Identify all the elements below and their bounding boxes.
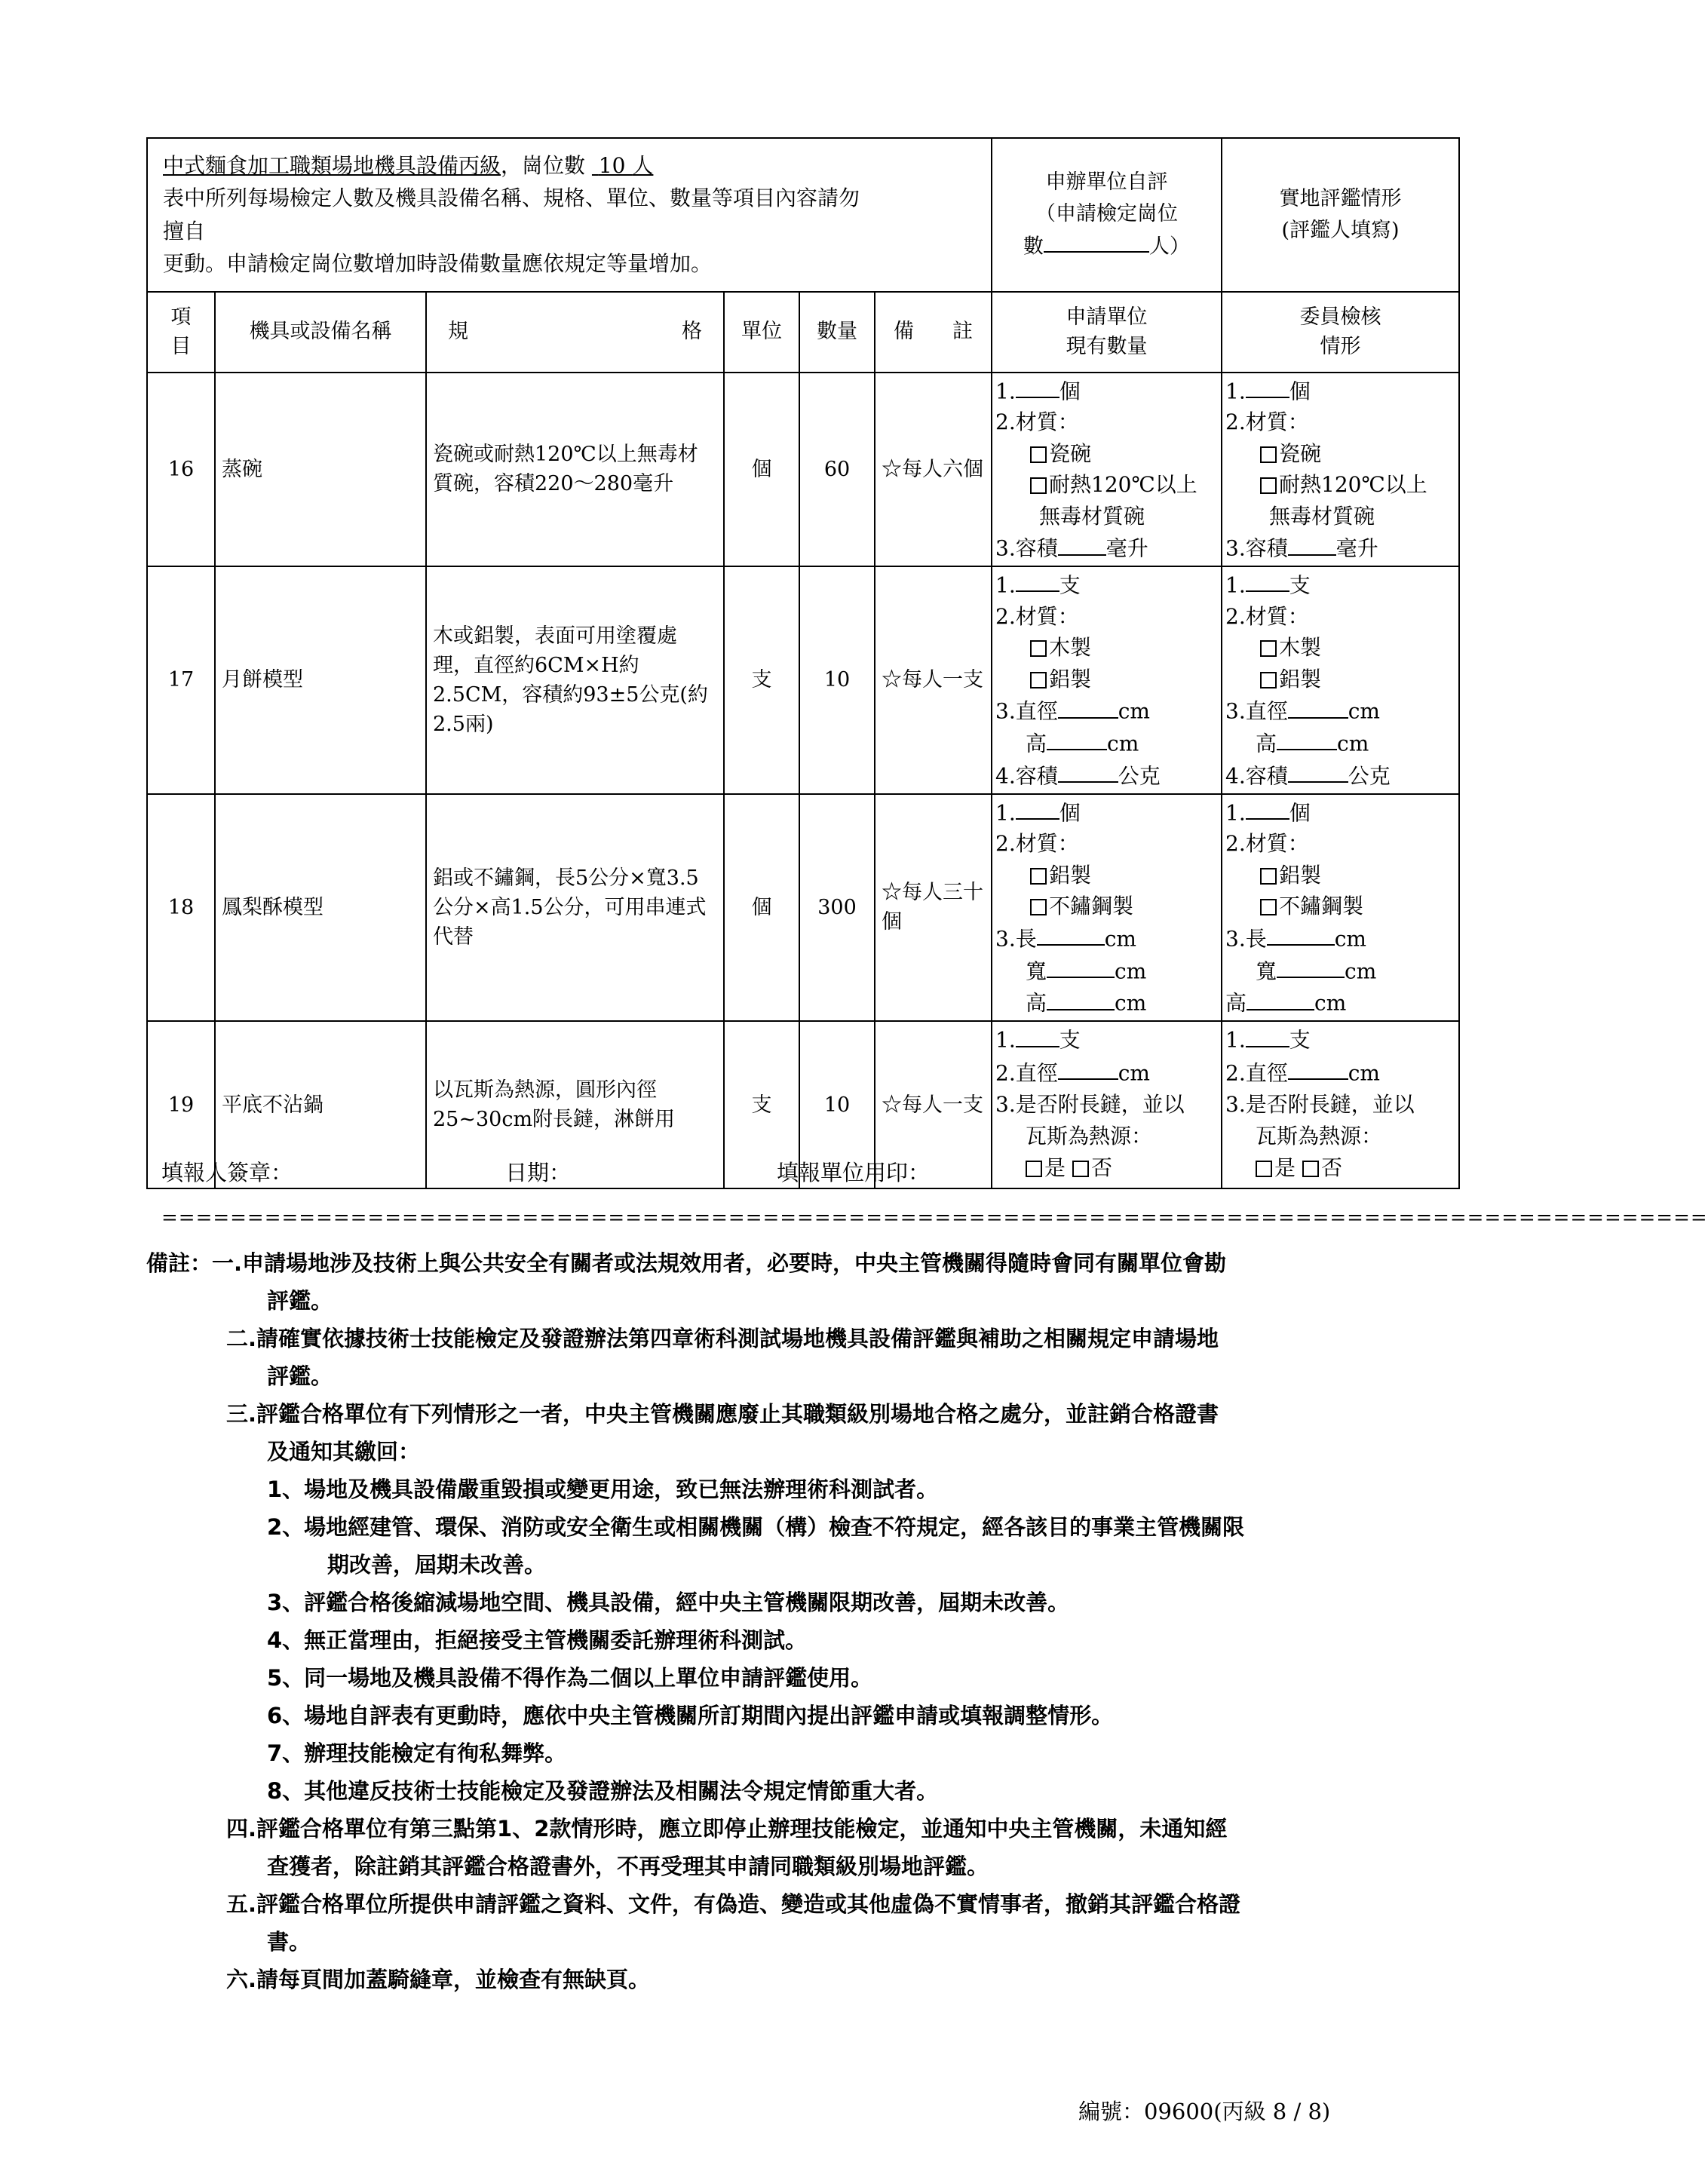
col-note: 備 註 [875,292,992,373]
applicant-check: 1. 支 2.直徑 cm 3.是否附長鐽，並以 瓦斯為熱源： 是 否 [992,1021,1222,1188]
seat-blank[interactable] [1044,230,1149,253]
col-qty: 數量 [799,292,875,373]
table-row [147,794,1459,1022]
col-spec: 規 格 [426,292,724,373]
equipment-note: ☆每人一支 [875,1021,992,1188]
checkbox[interactable] [1072,1161,1089,1177]
equipment-name: 平底不沾鍋 [215,1021,426,1188]
equipment-name: 月餅模型 [215,566,426,794]
column-header-row [147,292,1459,373]
applicant-check: 1. 支 2.材質： 木製 鋁製 3.直徑 cm 高 cm 4.容積 公克 [992,566,1222,794]
sub-item: 3、評鑑合格後縮減場地空間、機具設備，經中央主管機關限期改善，屆期未改善。 [267,1590,1070,1615]
table-header-row [147,138,1459,292]
table-title-cell [147,138,992,292]
col-name: 機具或設備名稱 [215,292,426,373]
reviewer-check: 1. 個 2.材質： 瓷碗 耐熱120℃以上 無毒材質碗 3.容積 毫升 [1222,373,1459,566]
notes-label: 備註： [146,1250,213,1276]
checkbox[interactable] [1256,1161,1272,1177]
checkbox[interactable] [1260,446,1277,463]
equipment-note: ☆每人一支 [875,566,992,794]
equipment-unit: 支 [724,1021,799,1188]
sub-item: 4、無正當理由，拒絕接受主管機關委託辦理術科測試。 [267,1627,808,1653]
equipment-table [146,137,1460,1189]
checkbox[interactable] [1026,1161,1042,1177]
reviewer-check: 1. 支 2.直徑 cm 3.是否附長鐽，並以 瓦斯為熱源： 是 否 [1222,1021,1459,1188]
grade-label: 丙級 [458,153,501,178]
description-line-1: 表中所列每場檢定人數及機具設備名稱、規格、單位、數量等項目內容請勿 [163,186,860,211]
equipment-name: 鳳梨酥模型 [215,794,426,1022]
site-eval-header: 實地評鑑情形 (評鑑人填寫) [1222,138,1459,292]
col-unit: 單位 [724,292,799,373]
reviewer-check: 1. 支 2.材質： 木製 鋁製 3.直徑 cm 高 cm 4.容積 公克 [1222,566,1459,794]
checkbox[interactable] [1260,477,1277,494]
sub-item: 6、場地自評表有更動時，應依中央主管機關所訂期間內提出評鑑申請或填報調整情形。 [267,1703,1114,1728]
checkbox[interactable] [1030,477,1047,494]
equipment-spec: 木或鋁製，表面可用塗覆處理，直徑約6CM×H約2.5CM，容積約93±5公克(約2.5兩) [426,566,724,794]
sub-item: 5、同一場地及機具設備不得作為二個以上單位申請評鑑使用。 [267,1665,873,1691]
sub-item: 2、場地經建管、環保、消防或安全衛生或相關機關（構）檢查不符規定，經各該目的事業主管機關限 [267,1514,1245,1540]
table-row [147,373,1459,566]
checkbox[interactable] [1260,640,1277,657]
equipment-note: ☆每人六個 [875,373,992,566]
row-number: 18 [147,794,215,1022]
self-eval-header: 申辦單位自評 （申請檢定崗位 數 人） [992,138,1222,292]
note-4: 四.評鑑合格單位有第三點第1、2款情形時，應立即停止辦理技能檢定，並通知中央主管機關，未通知經 [226,1816,1228,1842]
checkbox[interactable] [1260,868,1277,885]
equipment-unit: 個 [724,794,799,1022]
row-number: 19 [147,1021,215,1188]
row-number: 16 [147,373,215,566]
equipment-note: ☆每人三十個 [875,794,992,1022]
description-line-3: 更動。申請檢定崗位數增加時設備數量應依規定等量增加。 [163,251,713,277]
equipment-qty: 10 [799,566,875,794]
applicant-check: 1. 個 2.材質： 鋁製 不鏽鋼製 3.長 cm 寬 cm 高 cm [992,794,1222,1022]
row-number: 17 [147,566,215,794]
table-row [147,566,1459,794]
checkbox[interactable] [1030,868,1047,885]
seat-count: 10 人 [598,153,654,178]
note-2: 二.請確實依據技術士技能檢定及發證辦法第四章術科測試場地機具設備評鑑與補助之相關規定申請場地 [226,1326,1219,1351]
sub-item: 8、其他違反技術士技能檢定及發證辦法及相關法令規定情節重大者。 [267,1778,939,1804]
title-mid: ，崗位數 [501,153,586,178]
col-reviewer: 委員檢核 情形 [1222,292,1459,373]
reviewer-check: 1. 個 2.材質： 鋁製 不鏽鋼製 3.長 cm 寬 cm 高 cm [1222,794,1459,1022]
description-line-2: 擅自 [163,218,206,244]
equipment-spec: 瓷碗或耐熱120℃以上無毒材質碗，容積220～280毫升 [426,373,724,566]
note-3: 三.評鑑合格單位有下列情形之一者，中央主管機關應廢止其職類級別場地合格之處分，並註銷合格證書 [226,1401,1219,1427]
sub-item: 7、辦理技能檢定有徇私舞弊。 [267,1740,567,1766]
equipment-spec: 以瓦斯為熱源，圓形內徑25~30cm附長鐽，淋餅用 [426,1021,724,1188]
note-1: 一.申請場地涉及技術上與公共安全有關者或法規效用者，必要時，中央主管機關得隨時會同有關單位會勘 [212,1250,1227,1276]
checkbox[interactable] [1030,446,1047,463]
applicant-check: 1. 個 2.材質： 瓷碗 耐熱120℃以上 無毒材質碗 3.容積 毫升 [992,373,1222,566]
signature-label[interactable]: 填報人簽章： [161,1160,293,1185]
equipment-spec: 鋁或不鏽鋼，長5公分×寬3.5公分×高1.5公分，可用串連式代替 [426,794,724,1022]
note-5: 五.評鑑合格單位所提供申請評鑑之資料、文件，有偽造、變造或其他虛偽不實情事者，撤銷其評鑑合格證 [226,1891,1241,1917]
checkbox[interactable] [1260,672,1277,688]
document-number: 編號：09600(丙級 8 / 8) [1078,2099,1331,2124]
equipment-name: 蒸碗 [215,373,426,566]
checkbox[interactable] [1030,672,1047,688]
notes-section: 備註：一.申請場地涉及技術上與公共安全有關者或法規效用者，必要時，中央主管機關得隨時會同有關單位會勘 評鑑。 二.請確實依據技術士技能檢定及發證辦法第四章術科測試場地機具設備評鑑與補助之相關規定申請場地 評鑑。 三.評鑑合格單位有下列情形之一者，中央主管機關應廢止其職類級別場地合格之處分，並註銷合格證書 及通知其繳回： 1、場地及機具設備嚴重毀損或變更用途，致已無法辦理術科測試者。 2、場地經建管、環保、消防或安全衛生或相關機關（構）檢查不符規定，經各該目的事業主管機關限 期改善，屆期未改善。 3、評鑑合格後縮減場地空間、機具設備，經中央主管機關限期改善，屆期未改善。 4、無正當理由，拒絕接受主管機關委託辦理術科測試。 5、同一場地及機具設備不得作為二個以上單位申請評鑑使用。 6、場地自評表有更動時，應依中央主管機關所訂期間內提出評鑑申請或填報調整情形。 7、辦理技能檢定有徇私舞弊。 8、其他違反技術士技能檢定及發證辦法及相關法令規定情節重大者。 四.評鑑合格單位有第三點第1、2款情形時，應立即停止辦理技能檢定，並通知中央主管機關，未通知經 查獲者，除註銷其評鑑合格證書外，不再受理其申請同職類級別場地評鑑。 五.評鑑合格單位所提供申請評鑑之資料、文件，有偽造、變造或其他虛偽不實情事者，撤銷其評鑑合格證 書。 六.請每頁間加蓋騎縫章，並檢查有無缺頁。 [146,1244,1428,1998]
note-6: 六.請每頁間加蓋騎縫章，並檢查有無缺頁。 [226,1967,651,1992]
checkbox[interactable] [1260,899,1277,915]
sub-item: 1、場地及機具設備嚴重毀損或變更用途，致已無法辦理術科測試者。 [267,1477,939,1502]
checkbox[interactable] [1030,640,1047,657]
equipment-qty: 60 [799,373,875,566]
equipment-unit: 支 [724,566,799,794]
date-label[interactable]: 日期： [505,1160,572,1185]
equipment-qty: 10 [799,1021,875,1188]
table-title: 中式麵食加工職類場地機具設備 [163,153,459,178]
seal-label[interactable]: 填報單位用印： [777,1160,931,1185]
col-item: 項 目 [147,292,215,373]
col-applicant: 申請單位 現有數量 [992,292,1222,373]
checkbox[interactable] [1302,1161,1319,1177]
separator-line: ========================================================================================== [161,1207,1708,1229]
checkbox[interactable] [1030,899,1047,915]
equipment-unit: 個 [724,373,799,566]
equipment-qty: 300 [799,794,875,1022]
